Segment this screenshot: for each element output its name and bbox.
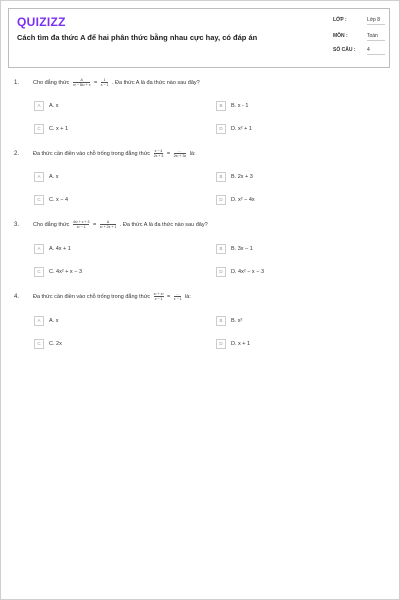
question-number: 2.: [14, 151, 20, 157]
option-text: C. x + 1: [49, 126, 69, 132]
fraction-denominator: x − 1: [173, 297, 182, 301]
question-number: 4.: [14, 294, 20, 300]
question-prefix: Cho đẳng thức: [33, 79, 70, 86]
question-suffix: . Đa thức A là đa thức nào sau đây?: [119, 221, 208, 228]
fraction-denominator: x − 1: [100, 83, 109, 87]
fraction-left: [154, 149, 164, 158]
quizizz-logo: QUIZIZZ: [17, 15, 66, 29]
option-b[interactable]: [216, 244, 253, 253]
question-prefix: Đa thức cần điền vào chỗ trống trong đẳng thức: [33, 150, 151, 157]
question-suffix: . Đa thức A là đa thức nào sau đây?: [111, 79, 200, 86]
option-letter-box: D: [216, 195, 226, 205]
option-text: A. x: [49, 318, 59, 324]
option-letter-box: D: [216, 339, 226, 349]
question-prefix: Cho đẳng thức: [33, 221, 70, 228]
fraction-numerator: 1: [101, 78, 109, 83]
fraction-numerator: A: [100, 220, 117, 225]
option-c[interactable]: [34, 195, 68, 204]
fraction-right: [174, 149, 187, 158]
option-a[interactable]: [34, 244, 71, 253]
option-c[interactable]: [34, 339, 62, 348]
option-letter-box: B: [216, 172, 226, 182]
option-text: A. x: [49, 174, 59, 180]
equals-sign: =: [93, 221, 97, 228]
option-letter-box: A: [34, 316, 44, 326]
fraction-denominator: x³ − 8x² + x: [72, 83, 91, 87]
fraction-left: [73, 78, 91, 87]
fraction-numerator: 4x² + x + 3: [72, 220, 90, 224]
option-letter-box: A: [34, 172, 44, 182]
option-a[interactable]: [34, 316, 58, 325]
option-letter-box: A: [34, 101, 44, 111]
option-letter-box: B: [216, 101, 226, 111]
option-text: B. 2x + 3: [231, 174, 253, 180]
option-d[interactable]: [216, 339, 250, 348]
option-a[interactable]: [34, 172, 58, 181]
option-text: A. x: [49, 103, 59, 109]
option-d[interactable]: [216, 267, 264, 276]
option-b[interactable]: [216, 316, 242, 325]
meta-subject-label: MÔN :: [333, 33, 348, 39]
question-number: 1.: [14, 80, 20, 86]
question-text: [33, 149, 196, 158]
question-prefix: Đa thức cần điền vào chỗ trống trong đẳng thức: [33, 293, 151, 300]
option-text: D. x + 1: [231, 341, 251, 347]
question-text: [33, 292, 191, 301]
equals-sign: =: [167, 293, 171, 300]
question-suffix: là:: [185, 293, 191, 300]
option-text: C. x − 4: [49, 197, 69, 203]
option-d[interactable]: [216, 124, 252, 133]
fraction-numerator: ...: [174, 149, 187, 154]
fraction-left: [73, 220, 90, 229]
fraction-numerator: A: [73, 78, 91, 83]
fraction-numerator: x² + x²: [153, 292, 164, 296]
meta-class-value: Lớp 8: [367, 17, 385, 25]
option-text: D. 4x² − x − 3: [231, 269, 265, 275]
meta-count-value: 4: [367, 47, 385, 55]
option-letter-box: C: [34, 267, 44, 277]
option-c[interactable]: [34, 267, 82, 276]
option-b[interactable]: [216, 172, 253, 181]
question-suffix: là:: [189, 150, 196, 157]
option-letter-box: C: [34, 195, 44, 205]
worksheet-title: Cách tìm đa thức A để hai phân thức bằng nhau cực hay, có đáp án: [17, 33, 258, 42]
question-text: [33, 78, 200, 87]
option-text: A. 4x + 1: [49, 246, 71, 252]
meta-subject-value: Toán: [367, 33, 385, 41]
fraction-right: [174, 292, 182, 301]
equals-sign: =: [166, 150, 171, 157]
equals-sign: =: [93, 79, 98, 86]
option-text: D. x² + 1: [231, 126, 252, 132]
option-text: C. 2x: [49, 341, 62, 347]
fraction-right: [100, 220, 117, 229]
fraction-numerator: x − 4: [154, 149, 163, 153]
fraction-denominator: 2x² + 3x: [173, 154, 187, 158]
meta-count-label: SỐ CÂU :: [333, 47, 356, 53]
option-c[interactable]: [34, 124, 68, 133]
meta-class-label: LỚP :: [333, 17, 347, 23]
fraction-denominator: x² + 2x + 1: [99, 225, 117, 229]
option-text: B. x - 1: [231, 103, 249, 109]
question-number: 3.: [14, 222, 20, 228]
fraction-denominator: x² − 1: [76, 225, 86, 229]
option-text: B. x²: [231, 318, 243, 324]
option-letter-box: C: [34, 124, 44, 134]
option-letter-box: B: [216, 244, 226, 254]
fraction-left: [154, 292, 164, 301]
option-text: B. 3x − 1: [231, 246, 253, 252]
option-d[interactable]: [216, 195, 255, 204]
option-letter-box: D: [216, 267, 226, 277]
option-text: D. x² − 4x: [231, 197, 255, 203]
option-text: C. 4x² + x − 3: [49, 269, 83, 275]
fraction-denominator: 2x + 3: [153, 154, 164, 158]
worksheet-header: [8, 8, 390, 68]
option-b[interactable]: [216, 101, 248, 110]
fraction-numerator: ...: [174, 292, 182, 297]
fraction-right: [101, 78, 109, 87]
option-letter-box: B: [216, 316, 226, 326]
question-text: [33, 220, 208, 229]
option-letter-box: C: [34, 339, 44, 349]
option-letter-box: D: [216, 124, 226, 134]
option-a[interactable]: [34, 101, 58, 110]
option-letter-box: A: [34, 244, 44, 254]
fraction-denominator: x − 1: [154, 297, 163, 301]
